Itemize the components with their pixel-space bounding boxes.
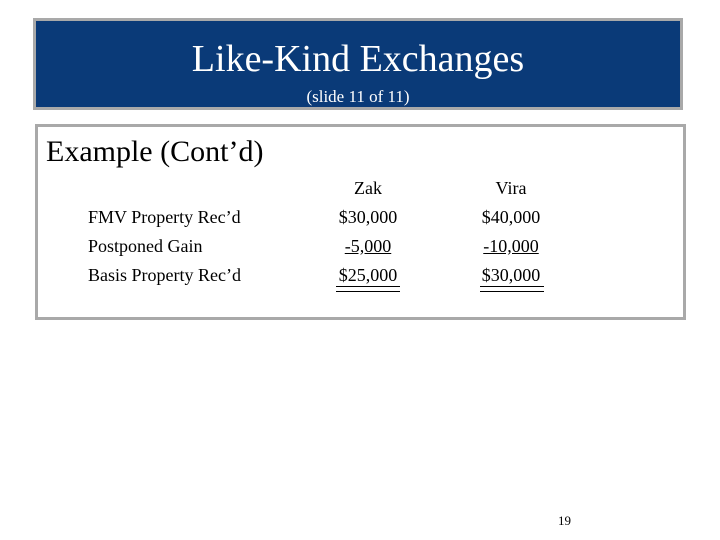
cell-zak-fmv: $30,000 (338, 207, 398, 227)
column-header-vira: Vira (495, 178, 527, 198)
cell-vira-fmv: $40,000 (481, 207, 541, 227)
page-number: 19 (558, 513, 571, 528)
slide-subtitle: (slide 11 of 11) (306, 87, 410, 106)
column-header-zak: Zak (354, 178, 382, 198)
cell-zak-postponed-gain: -5,000 (344, 236, 392, 256)
cell-vira-basis: $30,000 (481, 265, 541, 285)
title-banner (33, 18, 683, 110)
example-heading: Example (Cont’d) (46, 135, 264, 168)
row-label-postponed-gain: Postponed Gain (88, 236, 203, 256)
cell-vira-postponed-gain: -10,000 (483, 236, 539, 256)
slide-title: Like-Kind Exchanges (191, 38, 525, 80)
total-double-underline-zak (336, 286, 400, 292)
cell-zak-basis: $25,000 (338, 265, 398, 285)
row-label-basis: Basis Property Rec’d (88, 265, 241, 285)
example-panel (35, 124, 686, 320)
row-label-fmv: FMV Property Rec’d (88, 207, 241, 227)
total-double-underline-vira (480, 286, 544, 292)
